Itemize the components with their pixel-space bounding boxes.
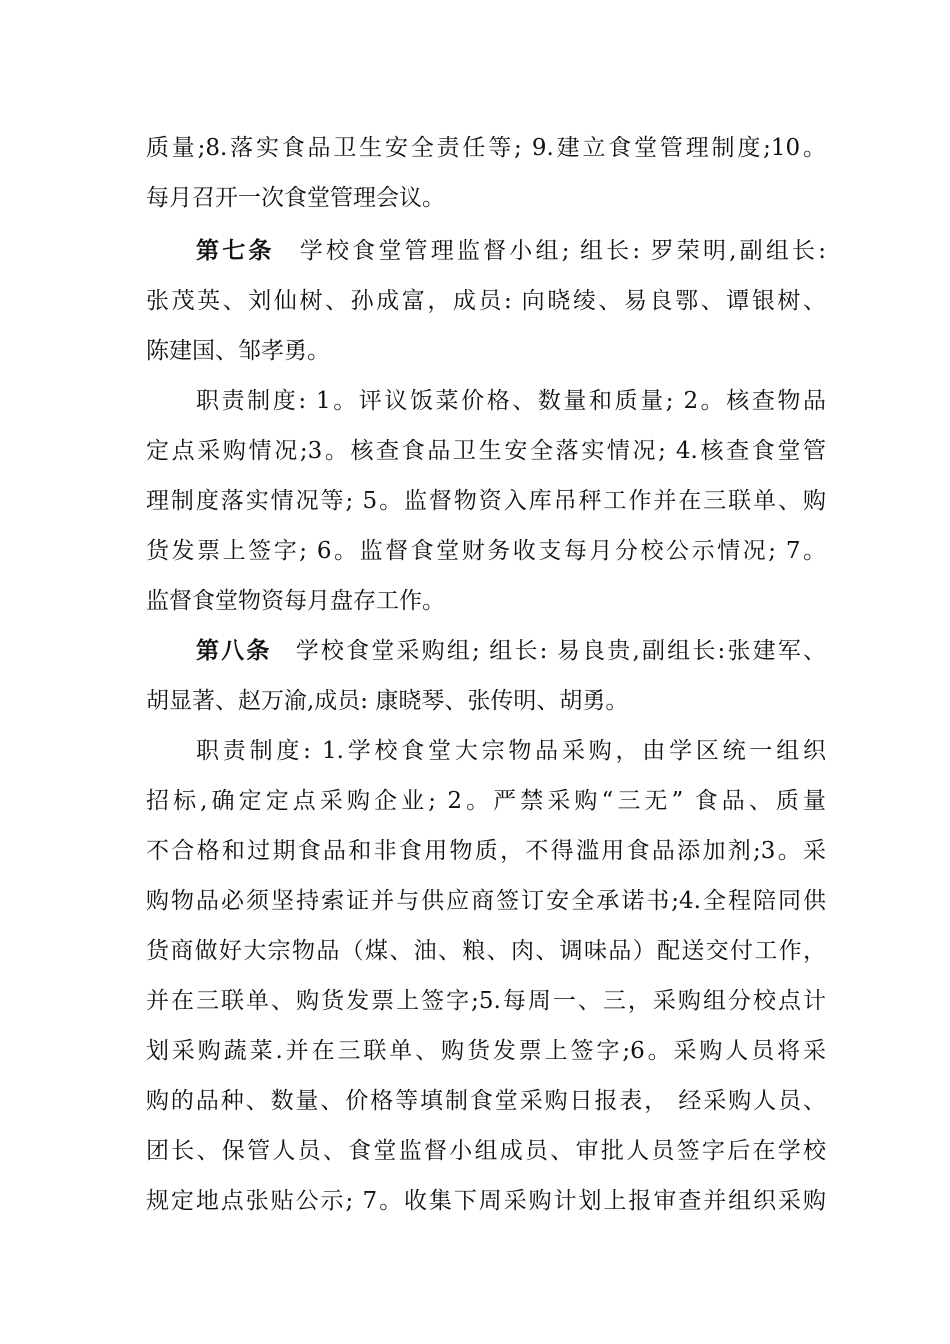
text-line: 胡显著、赵万渝,成员: 康晓琴、张传明、胡勇。 — [146, 688, 629, 714]
text-line: 划采购蔬菜.并在三联单、购货发票上签字;6。采购人员将采 — [146, 1038, 826, 1064]
text-line: 购物品必须坚持索证并与供应商签订安全承诺书;4.全程陪同供 — [146, 888, 826, 914]
text-line: 货商做好大宗物品（煤、油、粮、肉、调味品）配送交付工作， — [146, 938, 826, 964]
article-8-line — [196, 636, 826, 666]
text-line: 质量;8.落实食品卫生安全责任等; 9.建立食堂管理制度;10。 — [146, 135, 826, 161]
article-8-text: 学校食堂采购组; 组长: 易良贵,副组长:张建军、 — [293, 638, 826, 664]
text-line: 规定地点张贴公示; 7。收集下周采购计划上报审查并组织采购 — [146, 1188, 826, 1214]
text-line: 每月召开一次食堂管理会议。 — [146, 185, 445, 211]
text-line: 监督食堂物资每月盘存工作。 — [146, 588, 445, 614]
text-line: 张茂英、刘仙树、孙成富，成员: 向晓绫、易良鄂、谭银树、 — [146, 288, 826, 314]
text-line: 陈建国、邹孝勇。 — [146, 338, 330, 364]
article-7-line — [196, 236, 826, 266]
text-line: 团长、保管人员、食堂监督小组成员、审批人员签字后在学校 — [146, 1138, 826, 1164]
article-8-heading: 第八条 — [196, 637, 272, 664]
text-line: 职责制度: 1.学校食堂大宗物品采购，由学区统一组织 — [196, 738, 826, 764]
article-7-text: 学校食堂管理监督小组; 组长: 罗荣明,副组长: — [296, 238, 826, 264]
text-line: 定点采购情况;3。核查食品卫生安全落实情况; 4.核查食堂管 — [146, 438, 826, 464]
text-line: 并在三联单、购货发票上签字;5.每周一、三，采购组分校点计 — [146, 988, 826, 1014]
text-line: 招标,确定定点采购企业; 2。严禁采购“三无” 食品、质量 — [146, 788, 826, 814]
text-line: 购的品种、数量、价格等填制食堂采购日报表， 经采购人员、 — [146, 1088, 826, 1114]
text-line: 不合格和过期食品和非食用物质，不得滥用食品添加剂;3。采 — [146, 838, 826, 864]
text-line: 货发票上签字; 6。监督食堂财务收支每月分校公示情况; 7。 — [146, 538, 826, 564]
text-line: 理制度落实情况等; 5。监督物资入库吊秤工作并在三联单、购 — [146, 488, 826, 514]
text-line: 职责制度: 1。评议饭菜价格、数量和质量; 2。核查物品 — [196, 388, 826, 414]
article-7-heading: 第七条 — [196, 237, 275, 264]
